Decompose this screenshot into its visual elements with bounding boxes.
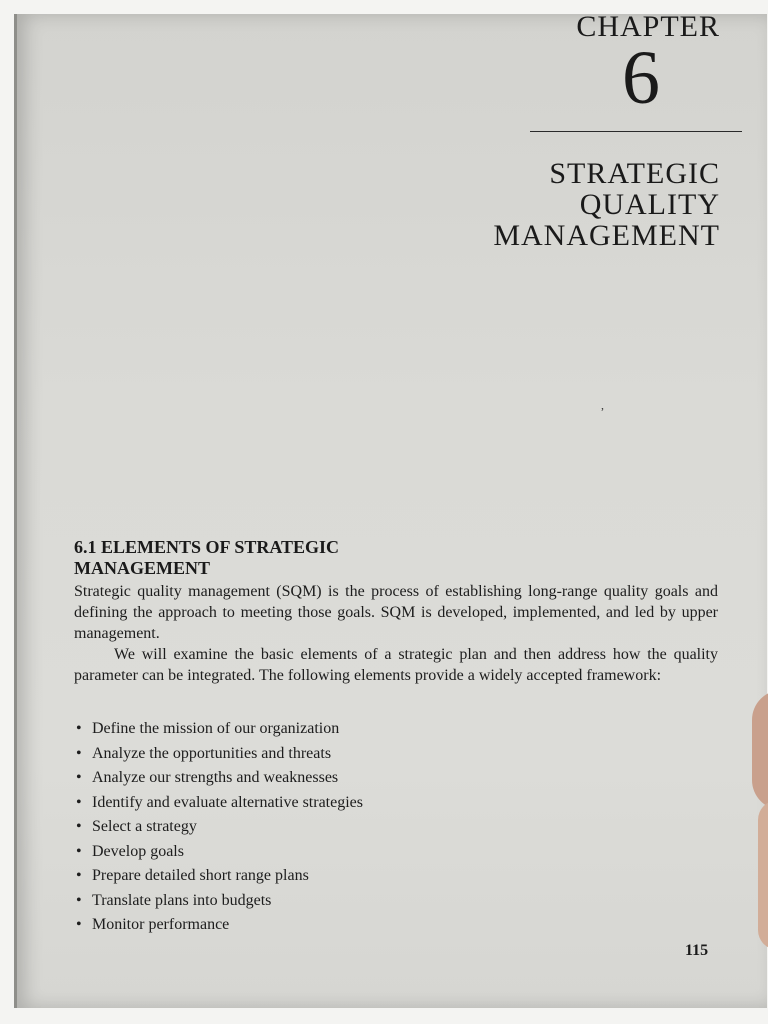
- paragraph: Strategic quality management (SQM) is the process of establishing long-range quality goals and defining the approach to meeting those goals. SQM is developed, implemented, and led by upper management.: [74, 583, 718, 642]
- list-item: [76, 913, 363, 938]
- bullet-icon: •: [76, 916, 82, 933]
- page-number: 115: [685, 942, 709, 959]
- list-item: [76, 742, 363, 767]
- list-item-text: Analyze our strengths and weaknesses: [92, 769, 339, 786]
- chapter-title-line: MANAGEMENT: [493, 219, 720, 252]
- paragraph: We will examine the basic elements of a strategic plan and then address how the quality parameter can be integrated. The following elements provide a widely accepted framework:: [74, 646, 718, 684]
- bullet-icon: •: [76, 720, 82, 737]
- bullet-icon: •: [76, 793, 82, 811]
- list-item: [76, 889, 363, 914]
- bullet-icon: •: [76, 867, 82, 884]
- list-item-text: Develop goals: [92, 842, 184, 860]
- section-body: [74, 581, 718, 686]
- section-heading-line: MANAGEMENT: [74, 558, 210, 578]
- finger-shape: [758, 800, 768, 950]
- chapter-label: CHAPTER: [576, 10, 720, 43]
- list-item-text: Prepare detailed short range plans: [92, 867, 309, 884]
- chapter-rule: [530, 131, 742, 132]
- stray-mark: ,: [601, 398, 604, 412]
- list-item-text: Monitor performance: [92, 916, 230, 933]
- elements-list: [76, 717, 363, 938]
- bullet-icon: •: [76, 891, 82, 909]
- list-item-text: Define the mission of our organization: [92, 720, 340, 737]
- list-item: [76, 791, 363, 816]
- bullet-icon: •: [76, 842, 82, 860]
- chapter-title: [493, 158, 720, 251]
- list-item: [76, 815, 363, 840]
- list-item-text: Analyze the opportunities and threats: [92, 744, 332, 762]
- list-item: [76, 766, 363, 791]
- list-item: [76, 840, 363, 865]
- list-item: [76, 864, 363, 889]
- bullet-icon: •: [76, 769, 82, 786]
- list-item: [76, 717, 363, 742]
- chapter-title-line: QUALITY: [579, 188, 720, 221]
- chapter-title-line: STRATEGIC: [549, 157, 720, 190]
- list-item-text: Identify and evaluate alternative strategies: [92, 793, 363, 811]
- section-heading-line: 6.1 ELEMENTS OF STRATEGIC: [74, 537, 340, 557]
- finger-shape: [752, 690, 768, 810]
- list-item-text: Translate plans into budgets: [92, 891, 272, 909]
- list-item-text: Select a strategy: [92, 818, 197, 835]
- section-heading: [74, 537, 339, 579]
- chapter-number: 6: [622, 36, 660, 120]
- bullet-icon: •: [76, 818, 82, 835]
- bullet-icon: •: [76, 744, 82, 762]
